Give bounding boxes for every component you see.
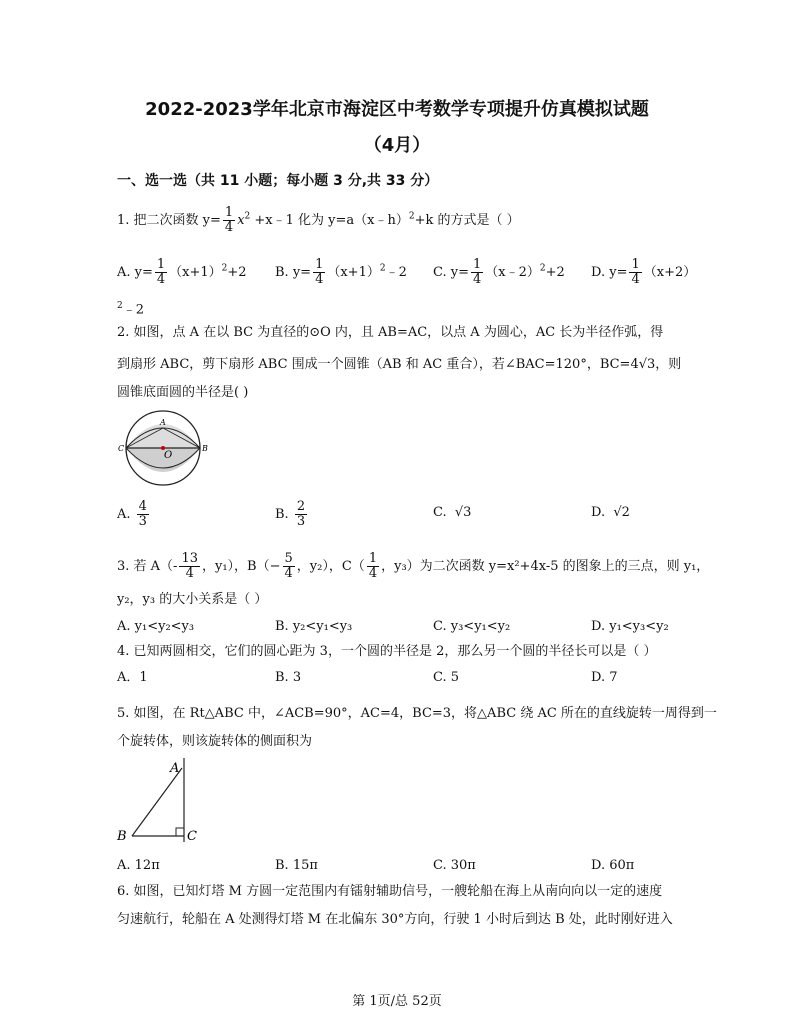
q1-stem: 1. 把二次函数 y= $\frac{1}{4}$ $x^2$ +x﹣1 化为 y=a（x﹣h）$^2$+k 的方式是（ ） bbox=[117, 205, 520, 235]
q2-option-b: B. $\frac{2}{3}$ bbox=[275, 499, 306, 529]
q1-option-a: A. y= $\frac{1}{4}$ $(x+1)^2+2$ bbox=[117, 257, 247, 287]
doc-title-line1: 2022-2023学年北京市海淀区中考数学专项提升仿真模拟试题 bbox=[145, 99, 649, 120]
q3-line1: 3. 若 A（- $\frac{13}{4}$ ，y₁），B（− $\frac{5}{4}$ ，y₂），C（ $\frac{1}{4}$ ，y₃）为二次函数 y=x²+4x-5 的图象上的三点，则 y₁， bbox=[117, 551, 710, 581]
q6-line2: 匀速航行，轮船在 A 处测得灯塔 M 在北偏东 30°方向，行驶 1 小时后到达 B 处，此时刚好进入 bbox=[117, 912, 673, 927]
q5-option-a: A. 12π bbox=[117, 858, 160, 873]
q1-option-d: D. y= $\frac{1}{4}$ （x+2） bbox=[591, 257, 697, 287]
q2-line3: 圆锥底面圆的半径是( ) bbox=[117, 385, 249, 400]
q5-triangle-figure bbox=[114, 756, 204, 846]
q3-option-c: C. y₃<y₁<y₂ bbox=[433, 619, 511, 634]
q5-fig-label-c: C bbox=[187, 829, 197, 844]
q3-line2: y₂，y₃ 的大小关系是（ ） bbox=[117, 592, 268, 607]
q2-line1: 2. 如图，点 A 在以 BC 为直径的⊙O 内，且 AB=AC，以点 A 为圆心，AC 长为半径作弧，得 bbox=[117, 325, 664, 340]
q2-circle-figure bbox=[118, 406, 214, 488]
q1-option-d-continued: $^2$﹣2 bbox=[117, 301, 145, 318]
q1-option-b: B. y= $\frac{1}{4}$ $(x+1)^2﹣2$ bbox=[275, 257, 407, 287]
q2-fig-label-c: C bbox=[118, 444, 125, 453]
q4-line1: 4. 已知两圆相交，它们的圆心距为 3，一个圆的半径是 2，那么另一个圆的半径长可以是（ ） bbox=[117, 644, 657, 659]
q5-line1: 5. 如图，在 Rt△ABC 中，∠ACB=90°，AC=4，BC=3，将△ABC 绕 AC 所在的直线旋转一周得到一 bbox=[117, 706, 717, 721]
q2-option-d: D. √2 bbox=[591, 505, 630, 520]
doc-title-line2: （4月） bbox=[363, 135, 431, 156]
q3-option-b: B. y₂<y₁<y₃ bbox=[275, 619, 353, 634]
q4-option-a: A．1 bbox=[117, 670, 148, 685]
q2-fig-label-a: A bbox=[160, 418, 166, 427]
q4-option-b: B. 3 bbox=[275, 670, 302, 685]
q5-fig-label-b: B bbox=[117, 829, 127, 844]
q5-line2: 个旋转体，则该旋转体的侧面积为 bbox=[117, 734, 313, 749]
q3-option-a: A. y₁<y₂<y₃ bbox=[117, 619, 195, 634]
q4-option-d: D. 7 bbox=[591, 670, 618, 685]
q2-fig-label-o: O bbox=[164, 450, 173, 461]
q3-option-d: D. y₁<y₃<y₂ bbox=[591, 619, 669, 634]
q5-option-b: B. 15π bbox=[275, 858, 318, 873]
q2-option-a: A. $\frac{4}{3}$ bbox=[117, 499, 147, 529]
q6-line1: 6. 如图，已知灯塔 M 方圆一定范围内有镭射辅助信号，一艘轮船在海上从南向向以一定的速度 bbox=[117, 884, 663, 899]
q4-option-c: C. 5 bbox=[433, 670, 460, 685]
page-footer: 第 1页/总 52页 bbox=[352, 994, 442, 1009]
q1-option-c: C. y= $\frac{1}{4}$ （x﹣2）$^2$+2 bbox=[433, 257, 565, 287]
q2-fig-label-b: B bbox=[202, 444, 208, 453]
q5-option-d: D. 60π bbox=[591, 858, 635, 873]
q5-option-c: C. 30π bbox=[433, 858, 476, 873]
q5-fig-label-a: A bbox=[170, 761, 180, 776]
q2-line2: 到扇形 ABC，剪下扇形 ABC 围成一个圆锥（AB 和 AC 重合），若∠BAC=120°，BC=4√3，则 bbox=[117, 357, 682, 372]
section-heading: 一、选一选（共 11 小题；每小题 3 分,共 33 分） bbox=[117, 173, 439, 189]
q2-option-c: C. √3 bbox=[433, 505, 472, 520]
